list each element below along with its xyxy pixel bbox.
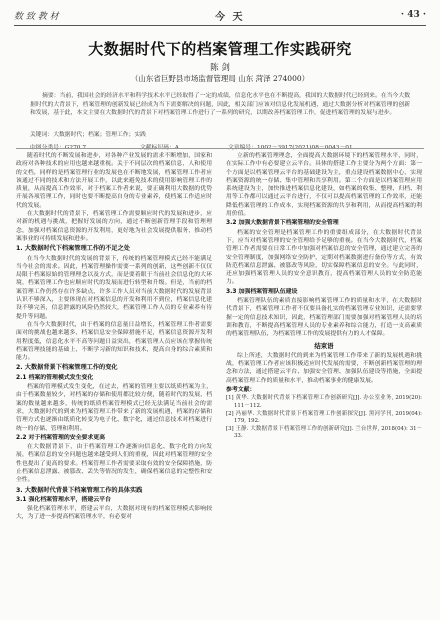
subsection-heading: 3.3 加强档案管理队伍建设 xyxy=(226,288,298,295)
paragraph: 强化档案管理水平，搭建云平台，大数据对现有的档案管理模式影响较大，为了进一步提高档案管理水平，有必要对 xyxy=(16,506,212,521)
subsection-heading: 2.1 档案的管理模式发生变化 xyxy=(16,374,94,381)
paragraph: 档案管理队伍的素质直接影响档案管理工作的质量和水平，在大数据时代背景下，档案管理工作者不仅要具备扎实的档案管理专业知识，还需要掌握一定的信息技术知识，因此，档案管理部门需要加强对档案管理人员的培训和教育，不断提高档案管理人员的专业素养和综合能力，打造一支高素质的档案管理队伍，为档案管理工作的发展提供有力的人才保障。 xyxy=(226,298,422,338)
references xyxy=(226,386,422,441)
journal-name: 数 致 教 材 xyxy=(14,11,59,22)
reference-item: [1] 黄华. 大数据时代背景下档案管理工作创新研究[J]. 办公室业务, 2019(20): 111－112. xyxy=(226,395,422,409)
conclusion-heading: 结束语 xyxy=(314,341,334,350)
header-divider xyxy=(14,25,426,26)
document-code: 文献标识码：A xyxy=(140,145,179,151)
article-id: 文章编号：1002－3917(2021)08－0043－01 xyxy=(228,145,353,151)
section-heading: 2. 大数据背景下档案管理工作的变化 xyxy=(16,364,118,372)
author: 陈 剑 xyxy=(210,63,230,73)
page-bottom-edge xyxy=(0,610,440,620)
paragraph: 档案的管理模式发生变化，在过去，档案的管理主要以纸质档案为主，由于档案数量较少，对档案的存储和使用都比较方便，随着时代的发展，档案的数量越来越多，传统的纸质档案管理模式已经无法满足当前社会的需求，大数据时代的到来为档案管理工作带来了新的发展机遇，档案的存储和管理方式也逐渐由纸质化转变为电子化、数字化，通过信息技术对档案进行统一的存储、管理和利用。 xyxy=(16,384,212,432)
clc-number: 中图分类号：G270.7 xyxy=(30,145,87,151)
paragraph: 随着时代的不断发展和进步，对各种产业发展的需求不断增加，国家和政府对各种技术的应用也越来越重视。关于不同层次的档案信息，人和使用的文档，同样的是档案管理行业的发展也在不断地发展，档案管理工作者应该通过不同的技术和方法开展工作，以此来避免技术的使用影响管理工作的质量，从而提高工作效率，对于档案工作者来说，要正确利用大数据的优势开展各项管理工作，同时也要不断提高自身的专业素养，使档案工作适应时代的发展。 xyxy=(16,153,212,209)
paragraph: 综上所述，大数据时代的到来为档案管理工作带来了新的发展机遇和挑战，档案管理工作者应该积极适应时代发展的需要，不断创新档案管理的理念和方法，通过搭建云平台、加强安全管理、加强队伍建设等措施，全面提高档案管理工作的质量和水平，推动档案事业的健康发展。 xyxy=(226,352,422,384)
references-heading: 参考文献： xyxy=(226,387,256,394)
subsection-heading: 3.2 加强大数据背景下档案管理的安全管理 xyxy=(226,220,339,227)
paragraph: 档案的安全管理是档案管理工作的重要组成部分，在大数据时代背景下，应当对档案管理的安全管理给予足够的重视。在当今大数据时代，档案管理工作者需要在日常工作中加强对档案信息的安全管理，通过建立完善的安全管理制度，加强网络安全防护，定期对档案数据进行备份等方式，有效防范档案信息泄露、被篡改等风险，切实保障档案信息的安全。与此同时，还应加强档案管理人员的安全意识教育，提高档案管理人员的安全防范能力。 xyxy=(226,229,422,286)
affiliation: （山东省巨野县市场监督管理局 山东 菏泽 274000） xyxy=(130,74,310,83)
paragraph: 在大数据背景下，由于档案管理工作逐渐向信息化、数字化的方向发展，档案信息的安全问题也越来越受到人们的重视，因此对档案管理的安全性也提出了更高的要求。档案管理工作者需要采取有效的安全保障措施，防止档案信息泄露、被篡改、丢失等情况的发生，确保档案信息的完整性和安全性。 xyxy=(16,444,212,484)
section-heading: 3. 大数据时代背景下档案管理工作的具体实践 xyxy=(16,486,143,494)
subsection-heading: 3.1 强化档案管理水平，搭建云平台 xyxy=(16,496,111,503)
subsection-heading: 2.2 对于档案管理的安全要求更高 xyxy=(16,434,106,441)
page-number: · 43 · xyxy=(400,10,426,20)
reference-item: [3] 王静. 大数据背景下档案管理工作的创新研究[J]. 兰台世界, 2018(04): 31－33. xyxy=(226,425,422,440)
running-head xyxy=(14,6,426,24)
paragraph: 在大数据时代的背景下，档案管理工作需要顺应时代的发展和进步，应对新的机遇与挑战，把握好发展的方向，通过不断创新管理手段和管理理念，加强对档案信息资源的开发利用，更好地为社会发展提供服务，推动档案事业的可持续发展和进步。 xyxy=(16,211,212,242)
section-heading: 1. 大数据时代下档案管理工作的不足之处 xyxy=(16,245,130,253)
reference-item: [2] 冯丽华. 大数据时代背景下档案管理工作创新探究[J]. 黑河学刊, 2019(04): 179, 192. xyxy=(226,410,422,425)
body-divider xyxy=(16,148,424,149)
keywords: 关键词：大数据时代；档案；管理工作；实践 xyxy=(30,132,146,138)
right-column xyxy=(226,152,422,441)
section-name: 今 天 xyxy=(215,11,245,23)
article-title: 大数据时代下的档案管理工作实践研究 xyxy=(88,40,352,58)
left-column xyxy=(16,152,212,522)
abstract: 摘要：当前，我国社会的经济水平和科学技术水平已经取得了一定的成绩，信息化水平也在不断提高，我国的大数据时代已经到来。在当今大数据时代的大背景下，档案管理的创新发展已经成为当下需要解决的问题，因此，相关部门应该对信息化发展机遇，通过大数据分析对档案管理的创新和发展，基于此，本文主要在大数据时代的背景下对档案管理工作进行了一系列的研究，以期改善档案管理工作，促进档案管理的发展与进步。 xyxy=(30,93,410,117)
paragraph: 在当今大数据时代，由于档案的信息量日益增长，档案管理工作者需要面对的挑战也越来越多，档案信息安全保障措施不足，档案信息资源开发利用程度低，信息化水平不高等问题日益突出，档案管理人员应该在掌握传统档案管理技能的基础上，不断学习新的知识和技术，提高自身的综合素质和能力。 xyxy=(16,321,212,362)
paragraph: 立新的档案管理理念，全面提高大数据环境下的档案管理水平，同时，在实际工作中有必要建立云平台。具体的搭建工作主要分为两个方面：第一个方面是以档案管理云平台的基础建设为主，重点建设档案数据中心，实现档案资源的统一存储、集中管理和共享利用。第二个方面是以档案管理应用系统建设为主，加快推进档案信息化建设，如档案的收集、整理、归档、利用等工作都可以通过云平台进行，不仅可以提高档案管理的工作效率，还能降低档案管理的工作成本，实现档案资源的共享和利用，从而提高档案的利用价值。 xyxy=(226,153,422,218)
paragraph: 在当今大数据时代的发展的背景下，传统的档案管理模式已经不能满足当今社会的需求。因此，档案管理操作需要一系列的创新，这些创新不仅仅局限于档案原始的管理理念以及方式，而是要着眼于当前社会信息化的大环境，档案管理工作也应顺应时代的发展而进行转型和升级。但是，当前的档案管理工作仍然存在许多缺点，许多工作人员对当前大数据时代的发展背景认识不够深入，主要体现在对档案信息的开发和利用不到位，档案信息化建设不够完善，信息泄露的风险仍然较大，档案管理工作人员的专业素养有待提升等问题。 xyxy=(16,255,212,320)
